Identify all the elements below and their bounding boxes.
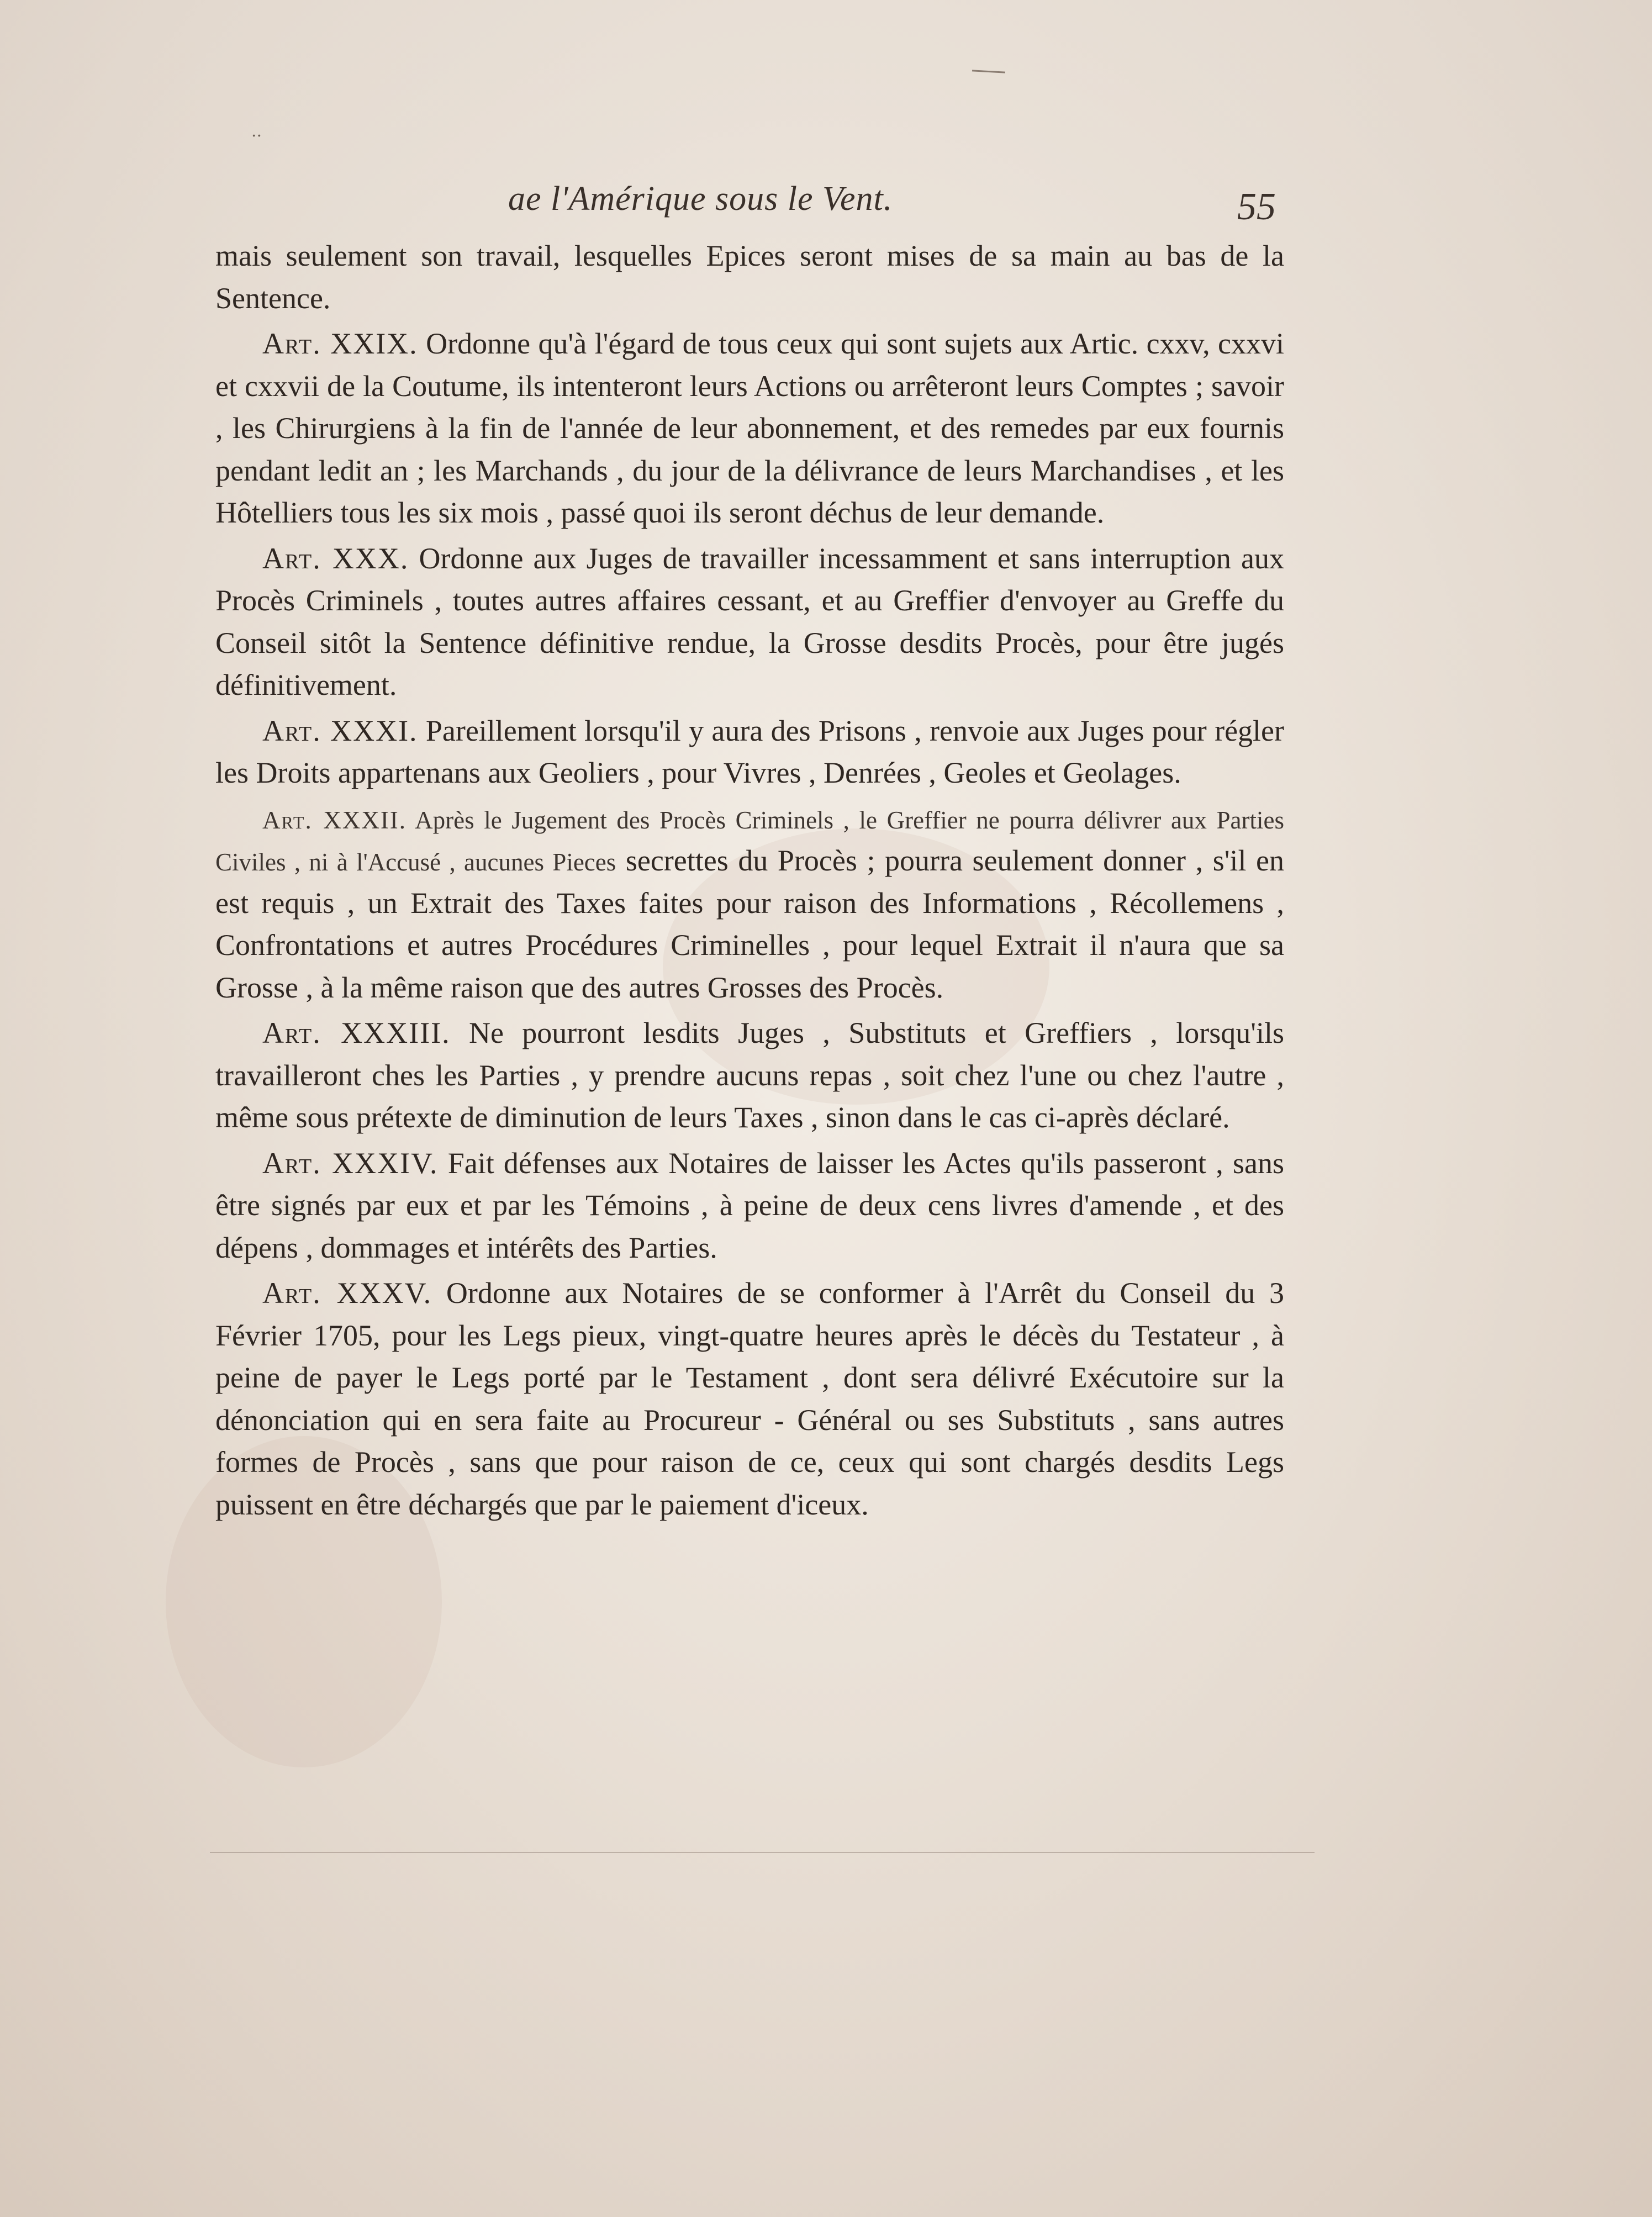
article-text: Ne pourront lesdits Juges , Substituts et Greffiers , lorsqu'ils travailleront ches les Parties , y prendre aucuns repas , soit chez l'une ou chez l'autre , même sous prétexte de diminution de leurs Taxes , sinon dans le cas ci-après déclaré.	[215, 1016, 1284, 1134]
bottom-rule	[210, 1852, 1315, 1853]
article-text: Pareillement lorsqu'il y aura des Prisons , renvoie aux Juges pour régler les Droits appartenans aux Geoliers , pour Vivres , Denrées , Geoles et Geolages.	[215, 714, 1284, 789]
article-label: Art. XXIX.	[262, 327, 418, 360]
article-30	[215, 537, 1284, 706]
article-label: Art. XXXII.	[262, 806, 407, 834]
article-text: Ordonne aux Juges de travailler incessamment et sans interruption aux Procès Criminels , toutes autres affaires cessant, et au Greffier d'envoyer au Greffe du Conseil sitôt la Sentence définitive rendue, la Grosse desdits Procès, pour être jugés définitivement.	[215, 541, 1284, 701]
article-text: Ordonne qu'à l'égard de tous ceux qui sont sujets aux Artic. cxxv, cxxvi et cxxvii de la Coutume, ils intenteront leurs Actions ou arrêteront leurs Comptes ; savoir , les Chirurgiens à la fin de l'année de leur abonnement, et des remedes par eux fournis pendant ledit an ; les Marchands , du jour de la délivrance de leurs Marchandises , et les Hôtelliers tous les six mois , passé quoi ils seront déchus de leur demande.	[215, 327, 1284, 529]
article-label: Art. XXXIV.	[262, 1146, 439, 1180]
article-label: Art. XXXIII.	[262, 1016, 451, 1049]
article-text: secrettes du Procès ; pourra seulement donner , s'il en est requis , un Extrait des Taxes faites pour raison des Informations , Récollemens , Confrontations et autres Procédures Criminelles , pour lequel Extrait il n'aura que sa Grosse , à la même raison que des autres Grosses des Procès.	[215, 844, 1284, 1004]
article-label: Art. XXX.	[262, 541, 409, 575]
article-31	[215, 710, 1284, 794]
page-number: 55	[1237, 186, 1276, 228]
paragraph-text: mais seulement son travail, lesquelles Epices seront mises de sa main au bas de la Sentence.	[215, 239, 1284, 315]
article-33	[215, 1012, 1284, 1139]
running-head: ae l'Amérique sous le Vent.	[508, 180, 893, 218]
article-34	[215, 1142, 1284, 1269]
article-29	[215, 323, 1284, 534]
article-35	[215, 1272, 1284, 1525]
paragraph-continuation	[215, 235, 1284, 319]
body-text	[215, 235, 1284, 1525]
article-label: Art. XXXV.	[262, 1276, 432, 1310]
article-text-small: Après le Jugement des Procès Criminels , le Greffier ne pourra délivrer aux Parties Civiles , ni à l'Accusé , aucunes Pieces	[215, 806, 1284, 876]
article-label: Art. XXXI.	[262, 714, 418, 747]
article-text: Ordonne aux Notaires de se conformer à l'Arrêt du Conseil du 3 Février 1705, pour les Legs pieux, vingt-quatre heures après le décès du Testateur , à peine de payer le Legs porté par le Testament , dont sera délivré Exécutoire sur la dénonciation qui en sera faite au Procureur - Général ou ses Substituts , sans autres formes de Procès , sans que pour raison de ce, ceux qui sont chargés desdits Legs puissent en être déchargés que par le paiement d'iceux.	[215, 1276, 1284, 1521]
article-32	[215, 798, 1284, 1009]
ink-mark	[972, 70, 1005, 73]
ink-dots: ..	[251, 122, 262, 141]
article-text: Fait défenses aux Notaires de laisser les Actes qu'ils passeront , sans être signés par eux et par les Témoins , à peine de deux cens livres d'amende , et des dépens , dommages et intérêts des Parties.	[215, 1146, 1284, 1264]
